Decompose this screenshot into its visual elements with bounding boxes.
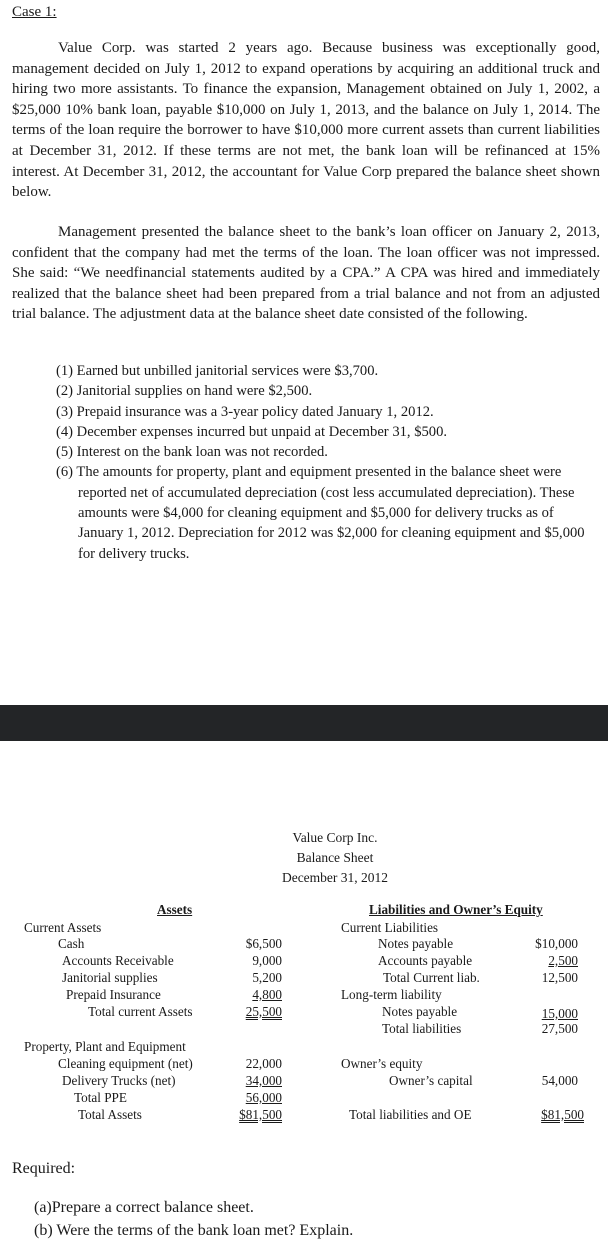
adjustment-item: (3) Prepaid insurance was a 3-year policy dated January 1, 2012. <box>56 403 434 420</box>
case-paragraph-1: Value Corp. was started 2 years ago. Because business was exceptionally good, management decided on July 1, 2012 to expand operations by acquiring an additional truck and hiring two more assistants. To finance the expansion, Management obtained on July 1, 2002, a $25,000 10% bank loan, payable $10,000 on July 1, 2013, and the balance on July 1, 2014. The terms of the loan require the borrower to have $10,000 more current assets than current liabilities at December 31, 2012. If these terms are not met, the bank loan will be refinanced at 15% interest. At December 31, 2012, the accountant for Value Corp prepared the balance sheet shown below. <box>12 40 600 201</box>
asset-value: 9,000 <box>252 953 282 968</box>
adjustment-item: (2) Janitorial supplies on hand were $2,500. <box>56 383 313 400</box>
adjustment-list <box>56 361 602 564</box>
bs-title: Balance Sheet <box>296 850 374 865</box>
equity-label: Owner’s capital <box>389 1073 473 1088</box>
total-liabilities-value: 27,500 <box>541 1021 578 1036</box>
total-ppe-value: 56,000 <box>245 1090 282 1105</box>
asset-label: Cash <box>58 936 85 951</box>
liability-label: Notes payable <box>378 936 454 951</box>
total-current-assets-value: 25,500 <box>245 1004 282 1019</box>
equity-heading: Owner’s equity <box>341 1056 423 1071</box>
ppe-value: 34,000 <box>245 1073 282 1088</box>
adjustment-item: (1) Earned but unbilled janitorial services were $3,700. <box>56 363 379 379</box>
case-paragraph-2: Management presented the balance sheet to the bank’s loan officer on January 2, 2013, confident that the company had met the terms of the loan. The loan officer was not impressed. She said: “We needfinancial statements audited by a CPA.” A CPA was hired and immediately realized that the balance sheet had been prepared from a trial balance and not from an adjusted trial balance. The adjustment data at the balance sheet date consisted of the following. <box>12 224 600 323</box>
adjustment-item: (5) Interest on the bank loan was not recorded. <box>56 444 328 461</box>
asset-value: $6,500 <box>245 936 282 951</box>
ppe-label: Delivery Trucks (net) <box>62 1073 176 1088</box>
total-liab-oe-label: Total liabilities and OE <box>349 1107 472 1122</box>
assets-heading: Assets <box>157 902 193 917</box>
asset-value: 4,800 <box>252 987 282 1002</box>
equity-value: 54,000 <box>541 1073 578 1088</box>
total-ppe-label: Total PPE <box>74 1090 127 1105</box>
liability-value: $10,000 <box>535 936 578 951</box>
long-term-heading: Long-term liability <box>341 987 442 1002</box>
ppe-value: 22,000 <box>245 1056 282 1071</box>
ppe-label: Cleaning equipment (net) <box>58 1056 193 1071</box>
total-current-assets-label: Total current Assets <box>88 1004 193 1019</box>
adjustment-item: (6) The amounts for property, plant and equipment presented in the balance sheet were reported net of accumulated depreciation (cost less accumulated depreciation). These amounts were $4,000 for cleaning equipment and $5,000 for delivery trucks as of January 1, 2012. Depreciation for 2012 was $2,000 for cleaning equipment and $5,000 for delivery trucks. <box>56 464 585 562</box>
bs-date: December 31, 2012 <box>281 870 389 885</box>
dark-divider-band <box>0 705 608 741</box>
asset-label: Prepaid Insurance <box>66 987 161 1002</box>
total-liab-oe-value: $81,500 <box>541 1107 584 1122</box>
liability-label: Notes payable <box>382 1004 458 1019</box>
current-assets-heading: Current Assets <box>24 920 102 935</box>
liability-value: 15,000 <box>541 1006 578 1021</box>
total-assets-value: $81,500 <box>239 1107 282 1122</box>
case-title: Case 1: <box>12 4 57 20</box>
liabilities-heading: Liabilities and Owner’s Equity <box>369 902 543 917</box>
required-item-b: (b) Were the terms of the bank loan met? Explain. <box>34 1222 354 1239</box>
asset-label: Accounts Receivable <box>62 953 174 968</box>
ppe-heading: Property, Plant and Equipment <box>24 1039 186 1054</box>
bs-company: Value Corp Inc. <box>292 830 378 845</box>
current-liabilities-heading: Current Liabilities <box>341 920 439 935</box>
asset-value: 5,200 <box>252 970 282 985</box>
asset-label: Janitorial supplies <box>62 970 158 985</box>
adjustment-item: (4) December expenses incurred but unpaid at December 31, $500. <box>56 423 448 440</box>
total-current-liab-value: 12,500 <box>541 970 578 985</box>
liability-label: Accounts payable <box>378 953 473 968</box>
liability-value: 2,500 <box>548 953 578 968</box>
total-current-liab-label: Total Current liab. <box>383 970 480 985</box>
required-heading: Required: <box>12 1160 76 1177</box>
required-item-a: (a)Prepare a correct balance sheet. <box>34 1199 254 1216</box>
total-assets-label: Total Assets <box>78 1107 142 1122</box>
total-liabilities-label: Total liabilities <box>382 1021 462 1036</box>
